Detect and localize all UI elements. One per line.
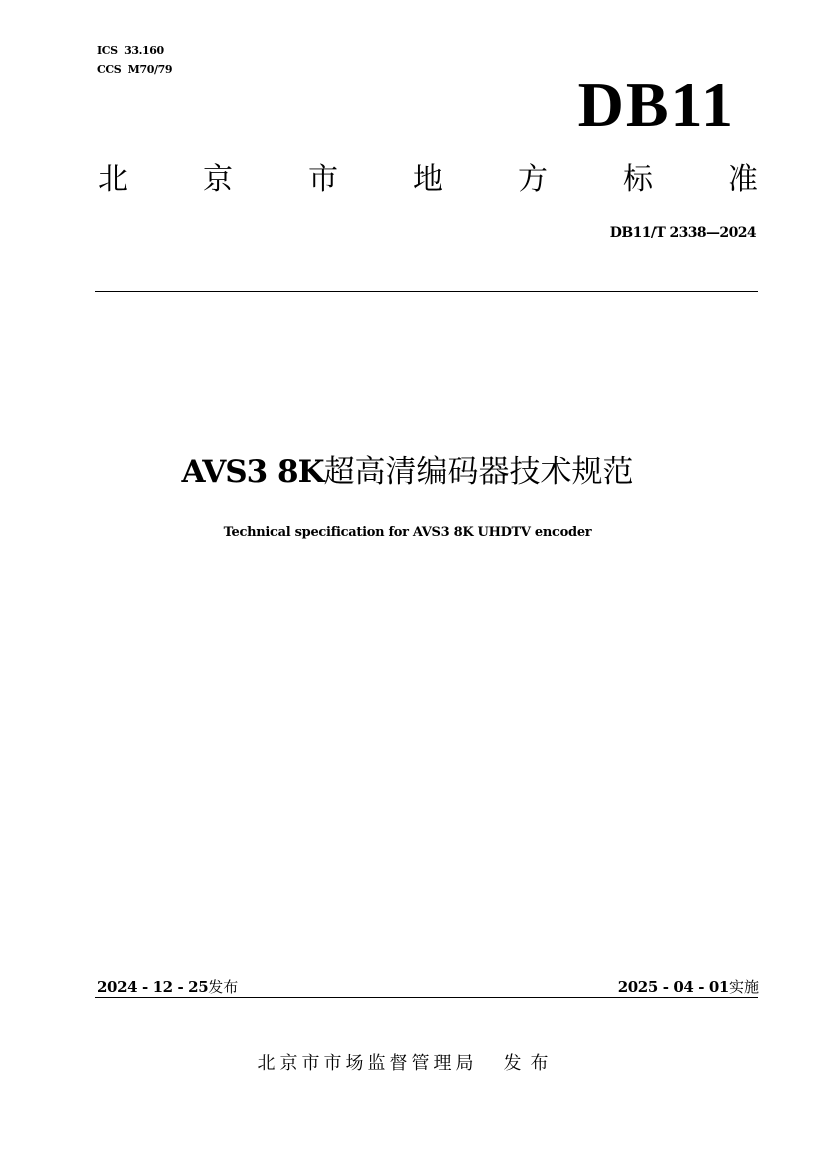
implementation-date: 2025 - 04 - 01 xyxy=(617,978,729,996)
standard-type-heading xyxy=(98,160,758,200)
document-title xyxy=(0,450,815,494)
ccs-code: CCS M70/79 xyxy=(97,63,173,76)
standard-code: DB11/T 2338—2024 xyxy=(609,225,756,241)
english-title: Technical specification for AVS3 8K UHDTV encoder xyxy=(223,525,592,540)
issue-date-block xyxy=(97,975,238,999)
publisher-line xyxy=(0,1050,815,1078)
issue-date: 2024 - 12 - 25 xyxy=(97,978,209,996)
publisher-org: 北京市市场监督管理局 xyxy=(257,1053,478,1074)
title-latin-part: AVS3 8K xyxy=(181,454,324,490)
standard-type-char: 市 xyxy=(308,162,338,197)
standard-type-char: 京 xyxy=(203,162,233,197)
title-chinese-part: 超高清编码器技术规范 xyxy=(323,454,634,490)
standard-type-char: 方 xyxy=(518,162,548,197)
issue-label: 发布 xyxy=(208,978,239,996)
ics-code: ICS 33.160 xyxy=(97,44,164,57)
standard-type-char: 标 xyxy=(623,162,653,197)
db11-logo: DB11 xyxy=(577,69,735,140)
implementation-date-block xyxy=(618,975,759,999)
publisher-action: 发布 xyxy=(503,1053,558,1074)
standard-type-char: 地 xyxy=(413,162,443,197)
standard-type-char: 准 xyxy=(728,162,758,197)
header-divider xyxy=(95,291,758,292)
implementation-label: 实施 xyxy=(728,978,759,996)
standard-type-char: 北 xyxy=(98,162,128,197)
footer-divider xyxy=(95,997,758,998)
